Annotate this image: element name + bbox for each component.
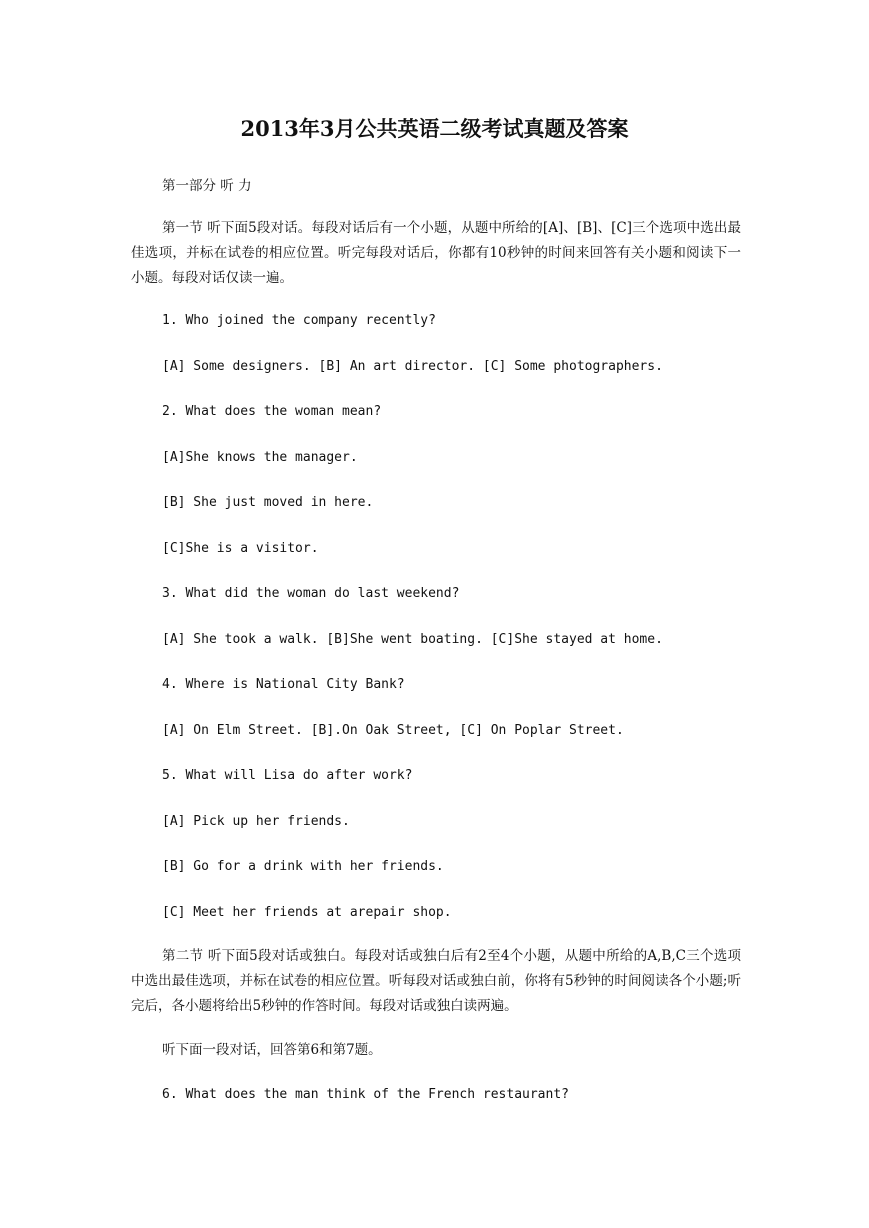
question-6: 6. What does the man think of the French restaurant? bbox=[162, 1087, 569, 1102]
question-5-option-b: [B] Go for a drink with her friends. bbox=[162, 859, 444, 874]
part1-heading: 第一部分 听 力 bbox=[162, 178, 252, 194]
question-2-option-c: [C]She is a visitor. bbox=[162, 541, 319, 556]
question-3-options: [A] She took a walk. [B]She went boating. [C]She stayed at home. bbox=[162, 632, 663, 647]
question-2-option-b: [B] She just moved in here. bbox=[162, 495, 374, 510]
dialogue-intro: 听下面一段对话，回答第6和第7题。 bbox=[162, 1042, 382, 1058]
question-3: 3. What did the woman do last weekend? bbox=[162, 586, 460, 601]
question-4-options: [A] On Elm Street. [B].On Oak Street, [C] On Poplar Street. bbox=[162, 723, 624, 738]
section2-instructions: 第二节 听下面5段对话或独白。每段对话或独白后有2至4个小题，从题中所给的A,B,C三个选项中选出最佳选项，并标在试卷的相应位置。听每段对话或独白前，你将有5秒钟的时间阅读各个小题;听完后，各小题将给出5秒钟的作答时间。每段对话或独白读两遍。 bbox=[131, 948, 741, 1014]
question-2-option-a: [A]She knows the manager. bbox=[162, 450, 358, 465]
question-1: 1. Who joined the company recently? bbox=[162, 313, 436, 328]
question-2: 2. What does the woman mean? bbox=[162, 404, 382, 419]
question-4: 4. Where is National City Bank? bbox=[162, 677, 405, 692]
question-5-option-c: [C] Meet her friends at arepair shop. bbox=[162, 905, 452, 920]
section1-instructions: 第一节 听下面5段对话。每段对话后有一个小题，从题中所给的[A]、[B]、[C]三个选项中选出最佳选项，并标在试卷的相应位置。听完每段对话后，你都有10秒钟的时间来回答有关小题和阅读下一小题。每段对话仅读一遍。 bbox=[131, 220, 741, 286]
question-5: 5. What will Lisa do after work? bbox=[162, 768, 413, 783]
question-5-option-a: [A] Pick up her friends. bbox=[162, 814, 350, 829]
question-1-options: [A] Some designers. [B] An art director. [C] Some photographers. bbox=[162, 359, 663, 374]
page-title: 2013年3月公共英语二级考试真题及答案 bbox=[240, 116, 629, 141]
